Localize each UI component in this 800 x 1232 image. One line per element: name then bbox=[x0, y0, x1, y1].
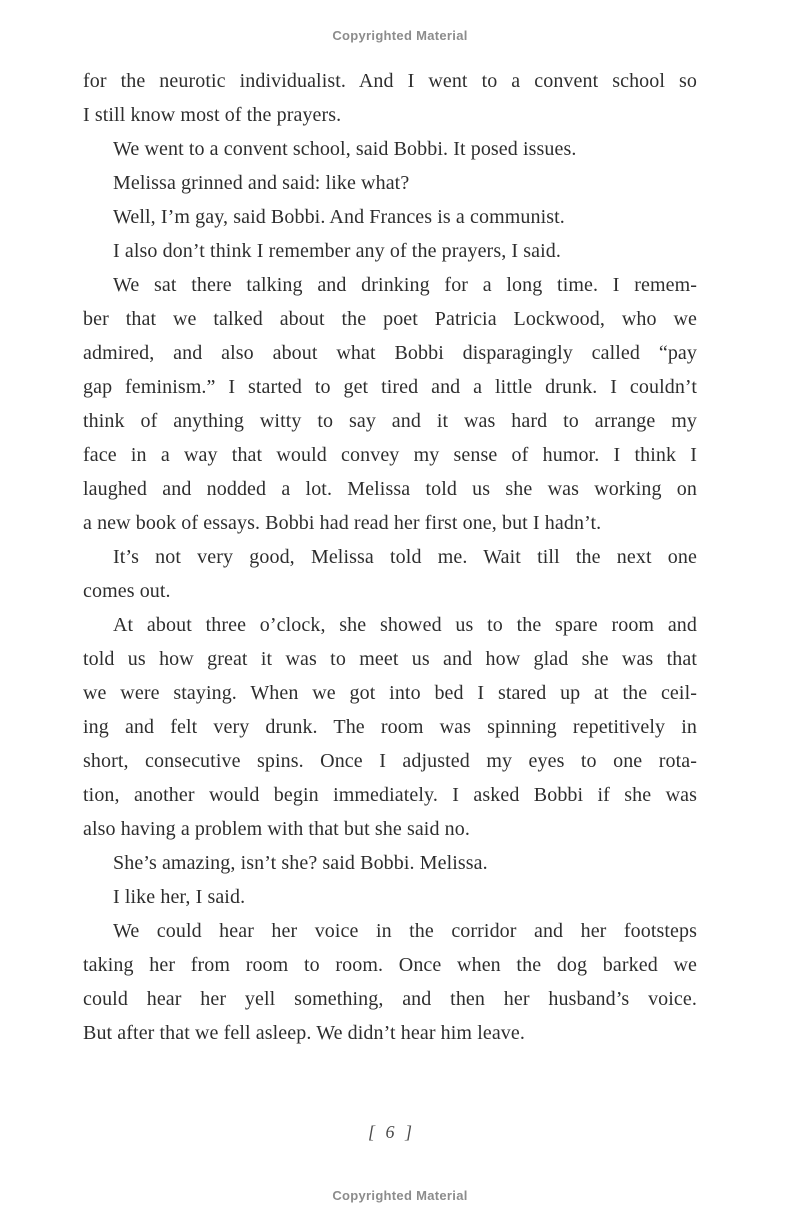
paragraph bbox=[83, 608, 697, 846]
text-line: tion, another would begin immediately. I asked Bobbi if she was bbox=[83, 784, 697, 806]
text-line: We sat there talking and drinking for a long time. I remem- bbox=[113, 274, 697, 296]
text-line: We could hear her voice in the corridor and her footsteps bbox=[113, 920, 697, 942]
text-line: I still know most of the prayers. bbox=[83, 104, 342, 126]
text-line: We went to a convent school, said Bobbi. It posed issues. bbox=[113, 138, 577, 160]
book-paragraphs bbox=[83, 64, 697, 1050]
text-line: told us how great it was to meet us and how glad she was that bbox=[83, 648, 697, 670]
text-line: At about three o’clock, she showed us to the spare room and bbox=[113, 614, 697, 636]
paragraph bbox=[83, 64, 697, 132]
text-line: I also don’t think I remember any of the prayers, I said. bbox=[113, 240, 561, 262]
text-line: gap feminism.” I started to get tired and a little drunk. I couldn’t bbox=[83, 376, 697, 398]
text-line: But after that we fell asleep. We didn’t hear him leave. bbox=[83, 1022, 525, 1044]
text-line: comes out. bbox=[83, 580, 171, 602]
paragraph bbox=[83, 166, 697, 200]
paragraph bbox=[83, 540, 697, 608]
text-line: think of anything witty to say and it was hard to arrange my bbox=[83, 410, 697, 432]
text-line: a new book of essays. Bobbi had read her first one, but I hadn’t. bbox=[83, 512, 602, 534]
paragraph bbox=[83, 234, 697, 268]
text-line: She’s amazing, isn’t she? said Bobbi. Melissa. bbox=[113, 852, 488, 874]
page-number: [ 6 ] bbox=[367, 1122, 412, 1142]
text-line: short, consecutive spins. Once I adjusted my eyes to one rota- bbox=[83, 750, 697, 772]
text-line: admired, and also about what Bobbi disparagingly called “pay bbox=[83, 342, 697, 364]
text-line: taking her from room to room. Once when the dog barked we bbox=[83, 954, 697, 976]
text-line: for the neurotic individualist. And I went to a convent school so bbox=[83, 70, 697, 92]
text-line: I like her, I said. bbox=[113, 886, 246, 908]
paragraph bbox=[83, 846, 697, 880]
text-line: Melissa grinned and said: like what? bbox=[113, 172, 410, 194]
paragraph bbox=[83, 200, 697, 234]
text-line: face in a way that would convey my sense of humor. I think I bbox=[83, 444, 697, 466]
copyright-notice-top: Copyrighted Material bbox=[332, 28, 468, 43]
text-line: It’s not very good, Melissa told me. Wait till the next one bbox=[113, 546, 697, 568]
paragraph bbox=[83, 880, 697, 914]
paragraph bbox=[83, 132, 697, 166]
paragraph bbox=[83, 914, 697, 1050]
text-line: laughed and nodded a lot. Melissa told us she was working on bbox=[83, 478, 697, 500]
text-line: ber that we talked about the poet Patricia Lockwood, who we bbox=[83, 308, 697, 330]
text-line: Well, I’m gay, said Bobbi. And Frances is a communist. bbox=[113, 206, 565, 228]
paragraph bbox=[83, 268, 697, 540]
text-line: ing and felt very drunk. The room was spinning repetitively in bbox=[83, 716, 697, 738]
text-line: we were staying. When we got into bed I stared up at the ceil- bbox=[83, 682, 697, 704]
copyright-notice-bottom: Copyrighted Material bbox=[332, 1188, 468, 1203]
text-line: also having a problem with that but she said no. bbox=[83, 818, 470, 840]
text-line: could hear her yell something, and then her husband’s voice. bbox=[83, 988, 697, 1010]
